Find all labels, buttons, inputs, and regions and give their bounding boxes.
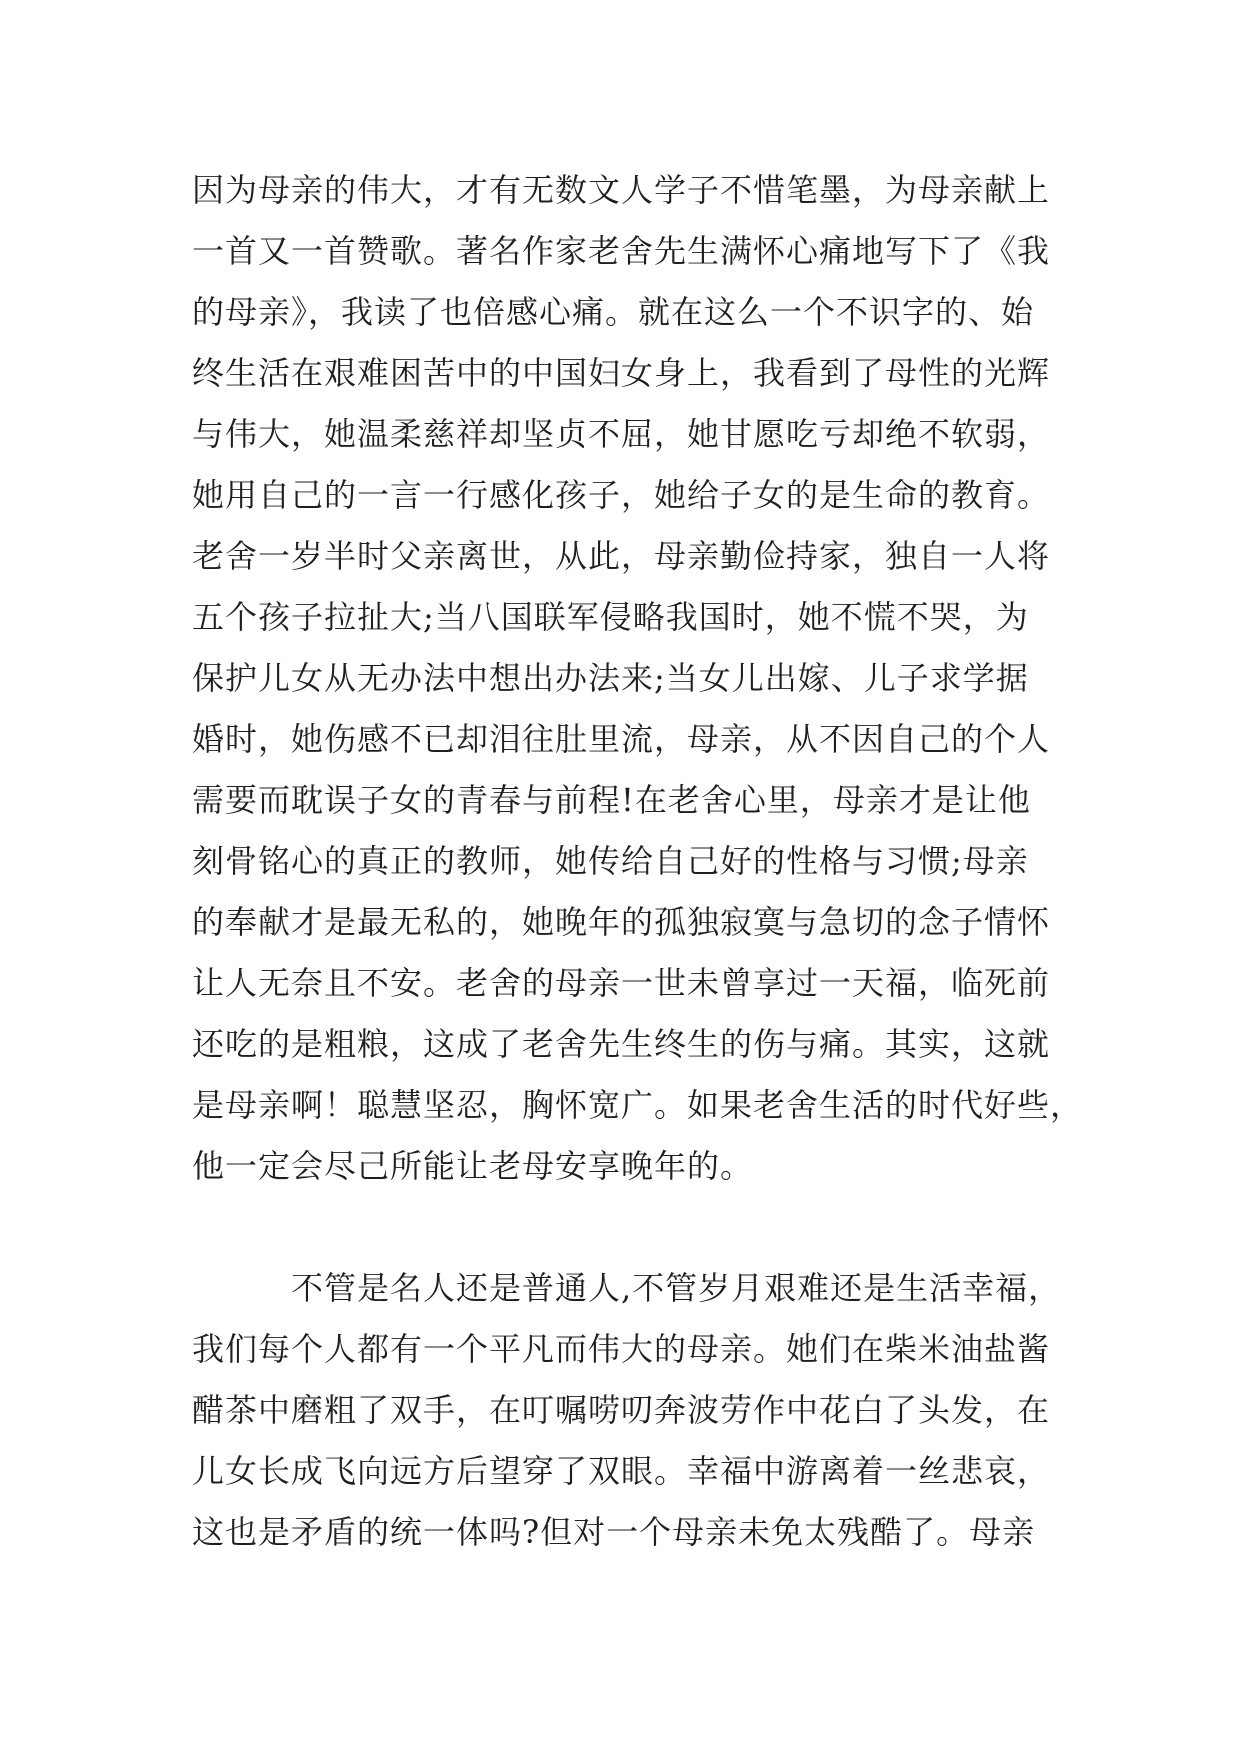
text-line: 我们每个人都有一个平凡而伟大的母亲。她们在柴米油盐酱 <box>192 1330 1051 1368</box>
text-line: 他一定会尽己所能让老母安享晚年的。 <box>192 1147 754 1185</box>
text-line: 醋茶中磨粗了双手，在叮嘱唠叨奔波劳作中花白了头发，在 <box>192 1391 1051 1429</box>
text-line: 老舍一岁半时父亲离世，从此，母亲勤俭持家，独自一人将 <box>192 537 1051 575</box>
text-line: 五个孩子拉扯大;当八国联军侵略我国时，她不慌不哭，为 <box>192 598 1029 636</box>
text-line: 终生活在艰难困苦中的中国妇女身上，我看到了母性的光辉 <box>192 354 1051 392</box>
text-line: 是母亲啊！聪慧坚忍，胸怀宽广。如果老舍生活的时代好些， <box>192 1086 1084 1124</box>
text-line: 婚时，她伤感不已却泪往肚里流，母亲，从不因自己的个人 <box>192 720 1051 758</box>
text-line: 一首又一首赞歌。著名作家老舍先生满怀心痛地写下了《我 <box>192 232 1051 270</box>
text-line: 她用自己的一言一行感化孩子，她给子女的是生命的教育。 <box>192 476 1051 514</box>
text-line: 的奉献才是最无私的，她晚年的孤独寂寞与急切的念子情怀 <box>192 903 1051 941</box>
text-line: 因为母亲的伟大，才有无数文人学子不惜笔墨，为母亲献上 <box>192 171 1051 209</box>
text-line: 不管是名人还是普通人,不管岁月艰难还是生活幸福， <box>192 1269 1062 1307</box>
paragraph-1 <box>192 160 1084 1197</box>
text-line: 保护儿女从无办法中想出办法来;当女儿出嫁、儿子求学据 <box>192 659 1029 697</box>
text-line: 刻骨铭心的真正的教师，她传给自己好的性格与习惯;母亲 <box>192 842 1029 880</box>
text-line: 与伟大，她温柔慈祥却坚贞不屈，她甘愿吃亏却绝不软弱， <box>192 415 1051 453</box>
text-line: 让人无奈且不安。老舍的母亲一世未曾享过一天福，临死前 <box>192 964 1051 1002</box>
text-line: 还吃的是粗粮，这成了老舍先生终生的伤与痛。其实，这就 <box>192 1025 1051 1063</box>
text-line: 这也是矛盾的统一体吗?但对一个母亲未免太残酷了。母亲 <box>192 1513 1036 1551</box>
text-line: 需要而耽误子女的青春与前程!在老舍心里，母亲才是让他 <box>192 781 1031 819</box>
text-line: 的母亲》，我读了也倍感心痛。就在这么一个不识字的、始 <box>192 293 1035 331</box>
text-line: 儿女长成飞向远方后望穿了双眼。幸福中游离着一丝悲哀， <box>192 1452 1051 1490</box>
paragraph-2 <box>192 1258 1072 1563</box>
